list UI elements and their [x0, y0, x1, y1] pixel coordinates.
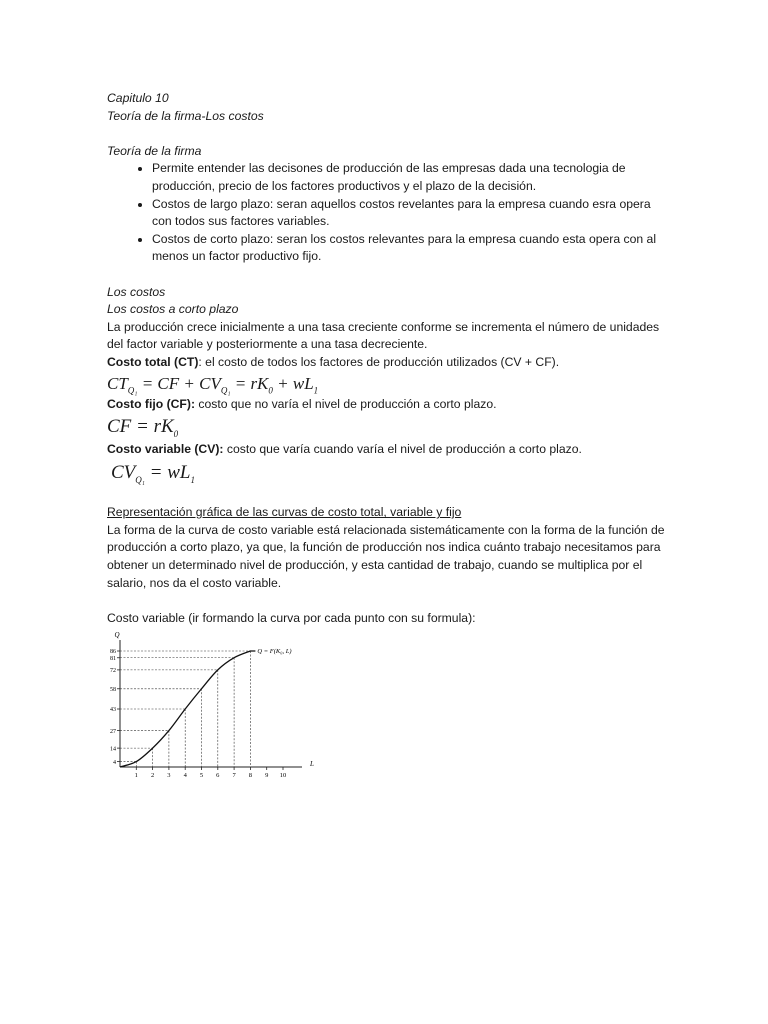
production-curve	[120, 651, 255, 767]
costo-fijo-definition	[107, 396, 667, 414]
costo-fijo-formula	[107, 413, 667, 441]
x-tick-label: 10	[279, 772, 287, 779]
x-tick-label: 7	[232, 772, 236, 779]
x-tick-label: 6	[216, 772, 220, 779]
y-tick-label: 81	[110, 655, 116, 662]
section-title-costos: Los costos	[107, 284, 166, 299]
curve-label: Q = F(K₀, L)	[257, 648, 292, 655]
chart-svg	[106, 630, 316, 780]
chart-caption: Costo variable (ir formando la curva por cada punto con su formula):	[107, 610, 476, 625]
formula-part: CF = rK	[107, 416, 174, 438]
formula-sub: Q₁	[127, 384, 138, 395]
x-tick-label: 5	[199, 772, 204, 779]
x-axis-label: L	[310, 760, 314, 768]
formula-part: = CF + CV	[137, 373, 221, 393]
formula-sub: 1	[190, 474, 195, 485]
formula-sub: Q₁	[220, 384, 231, 395]
x-tick-label: 4	[183, 772, 187, 779]
x-tick-label: 3	[167, 772, 171, 779]
bullet-item: • Costos de corto plazo: seran los costos relevantes para la empresa cuando esta opera con al menos un factor productivo fijo.	[152, 231, 667, 266]
costo-variable-label: Costo variable (CV):	[107, 442, 224, 457]
x-tick-label: 2	[150, 772, 155, 779]
y-tick-label: 58	[110, 686, 116, 693]
y-tick-label: 14	[110, 746, 116, 753]
costo-total-label: Costo total (CT)	[107, 354, 199, 369]
formula-part: + wL	[272, 373, 314, 393]
production-function-chart	[106, 630, 316, 780]
y-tick-label: 4	[113, 759, 116, 766]
costos-intro-paragraph: La producción crece inicialmente a una tasa creciente conforme se incrementa el número de unidades del factor variable y posteriormente a una tasa decreciente.	[107, 319, 660, 352]
y-tick-label: 72	[110, 668, 116, 675]
formula-part: CV	[111, 461, 136, 483]
y-axis-label: Q	[114, 631, 120, 639]
costo-variable-text: costo que varía cuando varía el nivel de producción a corto plazo.	[223, 442, 582, 457]
costo-fijo-text: costo que no varía el nivel de producción a corto plazo.	[195, 396, 497, 411]
document-content	[107, 90, 667, 627]
formula-sub: 1	[313, 384, 319, 395]
chapter-label: Capitulo 10	[107, 91, 169, 105]
formula-part: = wL	[144, 461, 191, 483]
formula-part: = rK	[230, 373, 269, 393]
formula-sub: Q₁	[135, 474, 145, 485]
costo-variable-definition	[107, 441, 667, 459]
representacion-title: Representación gráfica de las curvas de costo total, variable y fijo	[107, 505, 462, 520]
subsection-title-corto-plazo: Los costos a corto plazo	[107, 302, 239, 317]
costo-variable-formula	[107, 459, 667, 487]
chapter-title: Teoría de la firma-Los costos	[107, 108, 264, 123]
costo-fijo-label: Costo fijo (CF):	[107, 396, 195, 411]
x-tick-label: 9	[265, 772, 269, 779]
formula-sub: 0	[173, 428, 179, 439]
bullet-item: • Costos de largo plazo: seran aquellos costos revelantes para la empresa cuando esra opera con todos sus factores variables.	[152, 196, 667, 231]
y-tick-label: 43	[110, 707, 116, 714]
formula-sub: 0	[268, 384, 273, 395]
x-tick-label: 8	[248, 772, 253, 779]
representacion-paragraph: La forma de la curva de costo variable está relacionada sistemáticamente con la forma de la función de producción a corto plazo, ya que, la función de producción nos indica cuánto trabajo necesitamos para obtener un determinado nivel de producción, y esta cantidad de trabajo, cuando se multiplica por el salario, nos da el costo variable.	[107, 522, 665, 590]
y-tick-label: 86	[110, 649, 116, 656]
costo-total-formula	[107, 372, 667, 396]
bullet-item: • Permite entender las decisones de producción de las empresas dada una tecnologia de producción, precio de los factores productivos y el plazo de la decisión.	[152, 160, 667, 195]
formula-part: CT	[107, 373, 128, 393]
section-title-teoria: Teoría de la firma	[107, 143, 202, 158]
costo-total-definition	[107, 354, 667, 372]
teoria-bullet-list	[107, 160, 667, 266]
x-tick-label: 1	[134, 772, 138, 779]
costo-total-text: : el costo de todos los factores de producción utilizados (CV + CF).	[198, 354, 560, 369]
y-tick-label: 27	[110, 728, 116, 735]
